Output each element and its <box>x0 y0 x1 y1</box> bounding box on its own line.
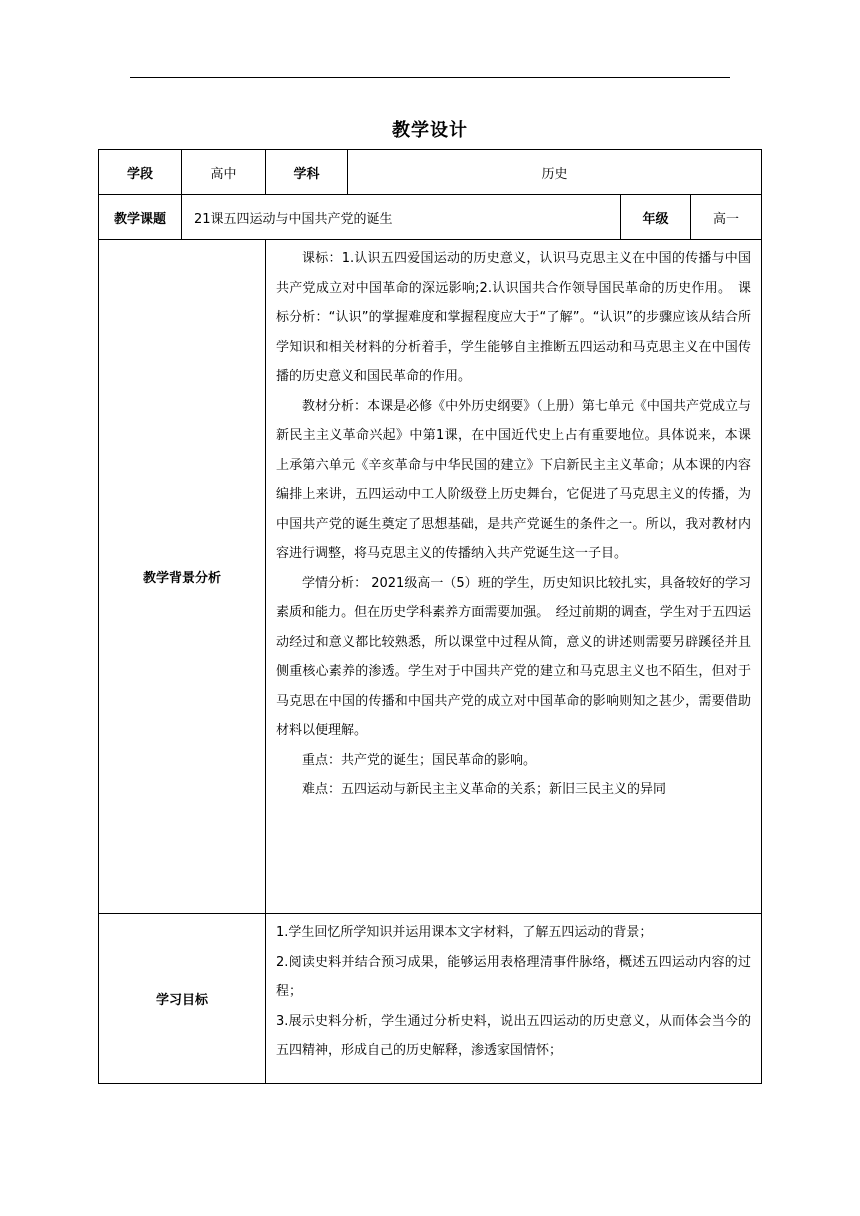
topic-label: 教学课题 <box>99 195 182 240</box>
lesson-plan-table <box>98 149 762 1084</box>
subject-value: 历史 <box>348 150 762 195</box>
objectives-label: 学习目标 <box>99 914 266 1084</box>
learner-paragraph: 学情分析： 2021级高一（5）班的学生，历史知识比较扎实，具备较好的学习素质和能力。但在历史学科素养方面需要加强。 经过前期的调查，学生对于五四运动经过和意义都比较熟悉，所以课堂中过程从简，意义的讲述则需要另辟蹊径并且侧重核心素养的渗透。学生对于中国共产党的建立和马克思主义也不陌生，但对于马克思在中国的传播和中国共产党的成立对中国革命的影响则知之甚少，需要借助材料以便理解。 <box>276 575 752 738</box>
textbook-paragraph: 教材分析：本课是必修《中外历史纲要》（上册）第七单元《中国共产党成立与新民主主义革命兴起》中第1课，在中国近代史上占有重要地位。具体说来，本课上承第六单元《辛亥革命与中华民国的建立》下启新民主主义革命；从本课的内容编排上来讲，五四运动中工人阶级登上历史舞台，它促进了马克思主义的传播，为中国共产党的诞生奠定了思想基础，是共产党诞生的条件之一。所以，我对教材内容进行调整，将马克思主义的传播纳入共产党诞生这一子目。 <box>276 398 752 561</box>
background-label: 教学背景分析 <box>99 240 266 914</box>
topic-value: 21课五四运动与中国共产党的诞生 <box>182 195 621 240</box>
difficulties-paragraph: 难点：五四运动与新民主主义革命的关系；新旧三民主义的异同 <box>302 782 667 797</box>
curriculum-paragraph: 课标：1.认识五四爱国运动的历史意义，认识马克思主义在中国的传播与中国共产党成立对中国革命的深远影响;2.认识国共合作领导国民革命的历史作用。 课标分析：“认识”的掌握难度和掌握程度应大于“了解”。“认识”的步骤应该从结合所学知识和相关材料的分析着手，学生能够自主推断五四运动和马克思主义在中国传播的历史意义和国民革命的作用。 <box>276 251 752 384</box>
stage-value: 高中 <box>182 150 266 195</box>
document-title: 教学设计 <box>392 120 468 141</box>
grade-value: 高一 <box>691 195 762 240</box>
objective-item-3: 3.展示史料分析，学生通过分析史料，说出五四运动的历史意义，从而体会当今的五四精神，形成自己的历史解释，渗透家国情怀； <box>276 1013 752 1058</box>
subject-label: 学科 <box>266 150 348 195</box>
objectives-row <box>99 914 762 1084</box>
objective-item-2: 2.阅读史料并结合预习成果，能够运用表格理清事件脉络，概述五四运动内容的过程； <box>276 954 752 999</box>
header-rule <box>130 77 730 78</box>
background-content <box>266 240 762 914</box>
key-points-paragraph: 重点：共产党的诞生；国民革命的影响。 <box>302 752 537 768</box>
grade-label: 年级 <box>621 195 691 240</box>
topic-grade-row <box>99 195 762 240</box>
stage-subject-row <box>99 150 762 195</box>
objective-item-1: 1.学生回忆所学知识并运用课本文字材料，了解五四运动的背景； <box>276 925 653 940</box>
background-row <box>99 240 762 914</box>
stage-label: 学段 <box>99 150 182 195</box>
objectives-content <box>266 914 762 1084</box>
